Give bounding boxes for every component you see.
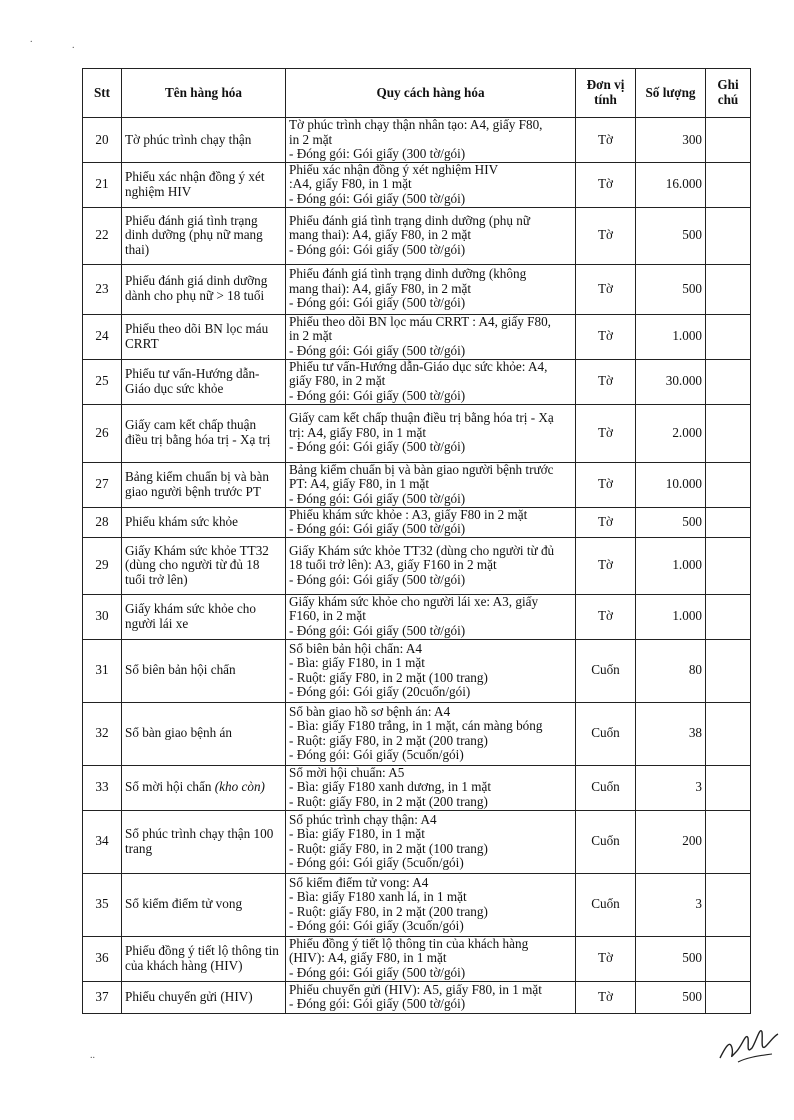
row-unit: Tờ <box>576 207 636 264</box>
row-name <box>122 765 286 810</box>
table-row <box>83 507 751 537</box>
row-stt: 31 <box>83 639 122 702</box>
row-spec <box>286 314 576 359</box>
row-stt: 36 <box>83 936 122 981</box>
row-unit: Tờ <box>576 162 636 207</box>
row-spec <box>286 594 576 639</box>
table-row <box>83 873 751 936</box>
spec-line: - Đóng gói: Gói giấy (300 tờ/gói) <box>289 146 466 162</box>
row-stt: 30 <box>83 594 122 639</box>
row-spec <box>286 359 576 404</box>
spec-line: giấy F80, in 2 mặt <box>289 373 386 389</box>
scan-speck: . <box>72 40 75 51</box>
spec-line: - Bìa: giấy F180, in 1 mặt <box>289 826 425 842</box>
row-name <box>122 810 286 873</box>
row-qty: 500 <box>636 981 706 1013</box>
row-note <box>706 314 751 359</box>
row-name <box>122 873 286 936</box>
row-spec <box>286 537 576 594</box>
table-row <box>83 639 751 702</box>
row-name <box>122 359 286 404</box>
spec-line: - Đóng gói: Gói giấy (500 tờ/gói) <box>289 439 466 455</box>
spec-line: PT: A4, giấy F80, in 1 mặt <box>289 476 430 492</box>
row-stt: 37 <box>83 981 122 1013</box>
item-name-text: Sổ biên bản hội chẩn <box>125 662 236 678</box>
row-qty: 3 <box>636 765 706 810</box>
spec-line: - Đóng gói: Gói giấy (500 tờ/gói) <box>289 623 466 639</box>
row-stt: 29 <box>83 537 122 594</box>
item-name-text: Giấy cam kết chấp thuận điều trị bằng hóa trị - Xạ trị <box>125 417 271 448</box>
row-unit: Tờ <box>576 404 636 462</box>
row-qty: 500 <box>636 207 706 264</box>
table-row <box>83 936 751 981</box>
row-note <box>706 537 751 594</box>
row-unit: Tờ <box>576 118 636 163</box>
spec-line: Sổ phúc trình chạy thận: A4 <box>289 811 437 827</box>
spec-line: - Đóng gói: Gói giấy (500 tờ/gói) <box>289 190 466 206</box>
row-note <box>706 162 751 207</box>
spec-line: - Bìa: giấy F180, in 1 mặt <box>289 655 425 671</box>
row-note <box>706 810 751 873</box>
spec-line: Tờ phúc trình chạy thận nhân tạo: A4, giấy F80, <box>289 117 543 132</box>
spec-line: - Bìa: giấy F180 xanh lá, in 1 mặt <box>289 889 467 905</box>
row-spec <box>286 936 576 981</box>
item-name-text: Phiếu khám sức khỏe <box>125 513 238 529</box>
spec-line: Giấy cam kết chấp thuận điều trị bằng hóa trị - Xạ <box>289 410 554 426</box>
table-row <box>83 462 751 507</box>
row-note <box>706 207 751 264</box>
table-row <box>83 404 751 462</box>
item-name-text: Phiếu tư vấn-Hướng dẫn-Giáo dục sức khỏe <box>125 365 260 396</box>
row-spec <box>286 639 576 702</box>
spec-line: in 2 mặt <box>289 131 333 147</box>
item-name-text: Sổ phúc trình chạy thận 100 trang <box>125 826 274 856</box>
row-qty: 38 <box>636 702 706 765</box>
row-qty: 10.000 <box>636 462 706 507</box>
spec-line: Sổ biên bản hội chẩn: A4 <box>289 640 422 656</box>
row-stt: 25 <box>83 359 122 404</box>
spec-line: - Ruột: giấy F80, in 2 mặt (200 trang) <box>289 903 488 919</box>
row-name <box>122 981 286 1013</box>
row-unit: Tờ <box>576 359 636 404</box>
header-name: Tên hàng hóa <box>122 69 286 118</box>
row-name <box>122 462 286 507</box>
table-row <box>83 264 751 314</box>
header-spec: Quy cách hàng hóa <box>286 69 576 118</box>
spec-line: - Ruột: giấy F80, in 2 mặt (100 trang) <box>289 840 488 856</box>
row-qty: 16.000 <box>636 162 706 207</box>
row-name <box>122 162 286 207</box>
row-note <box>706 702 751 765</box>
spec-line: F160, in 2 mặt <box>289 608 366 624</box>
row-spec <box>286 765 576 810</box>
item-name-text: Sổ kiểm điểm tử vong <box>125 896 243 912</box>
spec-line: Phiếu tư vấn-Hướng dẫn-Giáo dục sức khỏe: A4, <box>289 359 548 374</box>
row-stt: 35 <box>83 873 122 936</box>
header-note: Ghi chú <box>706 69 751 118</box>
row-name <box>122 207 286 264</box>
row-name <box>122 264 286 314</box>
spec-line: mang thai): A4, giấy F80, in 2 mặt <box>289 280 472 296</box>
spec-line: Phiếu đồng ý tiết lộ thông tin của khách hàng <box>289 936 529 951</box>
table-row <box>83 162 751 207</box>
row-unit: Tờ <box>576 537 636 594</box>
spec-line: - Đóng gói: Gói giấy (500 tờ/gói) <box>289 965 466 981</box>
row-stt: 21 <box>83 162 122 207</box>
row-qty: 1.000 <box>636 594 706 639</box>
spec-line: - Bìa: giấy F180 trắng, in 1 mặt, cán màng bóng <box>289 718 543 734</box>
row-name <box>122 639 286 702</box>
row-spec <box>286 118 576 163</box>
spec-line: 18 tuổi trở lên): A3, giấy F160 in 2 mặt <box>289 557 497 573</box>
item-name-text: Phiếu đồng ý tiết lộ thông tin của khách hàng (HIV) <box>125 943 279 973</box>
row-qty: 1.000 <box>636 314 706 359</box>
item-name-text: Sổ bàn giao bệnh án <box>125 725 232 741</box>
row-note <box>706 507 751 537</box>
row-unit: Cuốn <box>576 639 636 702</box>
row-note <box>706 936 751 981</box>
row-unit: Tờ <box>576 507 636 537</box>
row-unit: Tờ <box>576 936 636 981</box>
spec-line: Sổ mời hội chuẩn: A5 <box>289 765 405 780</box>
spec-line: - Đóng gói: Gói giấy (5cuốn/gói) <box>289 747 464 763</box>
row-stt: 32 <box>83 702 122 765</box>
header-qty: Số lượng <box>636 69 706 118</box>
row-stt: 20 <box>83 118 122 163</box>
row-name <box>122 404 286 462</box>
spec-line: Giấy khám sức khỏe cho người lái xe: A3, giấy <box>289 594 539 609</box>
item-name-text: Tờ phúc trình chạy thận <box>125 131 252 147</box>
spec-line: - Đóng gói: Gói giấy (3cuốn/gói) <box>289 918 464 934</box>
item-name-text: Phiếu theo dõi BN lọc máu CRRT <box>125 320 269 351</box>
item-name-text: Phiếu chuyển gửi (HIV) <box>125 988 253 1004</box>
row-spec <box>286 507 576 537</box>
row-spec <box>286 162 576 207</box>
table-row <box>83 537 751 594</box>
goods-table <box>82 68 751 1014</box>
row-note <box>706 359 751 404</box>
spec-line: in 2 mặt <box>289 328 333 344</box>
spec-line: Phiếu đánh giá tình trạng dinh dưỡng (không <box>289 266 527 282</box>
table-row <box>83 765 751 810</box>
table-row <box>83 118 751 163</box>
row-note <box>706 462 751 507</box>
table-row <box>83 359 751 404</box>
table-row <box>83 594 751 639</box>
row-qty: 30.000 <box>636 359 706 404</box>
spec-line: - Đóng gói: Gói giấy (500 tờ/gói) <box>289 342 466 358</box>
row-qty: 3 <box>636 873 706 936</box>
row-note <box>706 264 751 314</box>
row-note <box>706 765 751 810</box>
row-qty: 80 <box>636 639 706 702</box>
row-unit: Tờ <box>576 264 636 314</box>
item-name-text: Phiếu xác nhận đồng ý xét nghiệm HIV <box>125 169 265 199</box>
row-name <box>122 118 286 163</box>
signature-icon <box>716 1018 780 1066</box>
spec-line: - Ruột: giấy F80, in 2 mặt (100 trang) <box>289 669 488 685</box>
spec-line: - Đóng gói: Gói giấy (5cuốn/gói) <box>289 855 464 871</box>
spec-line: Giấy Khám sức khỏe TT32 (dùng cho người từ đủ <box>289 542 555 558</box>
row-spec <box>286 873 576 936</box>
row-stt: 26 <box>83 404 122 462</box>
spec-line: - Đóng gói: Gói giấy (500 tờ/gói) <box>289 295 466 311</box>
item-remark: (kho còn) <box>214 779 265 795</box>
row-name <box>122 936 286 981</box>
header-unit: Đơn vị tính <box>576 69 636 118</box>
row-qty: 200 <box>636 810 706 873</box>
spec-line: :A4, giấy F80, in 1 mặt <box>289 176 412 192</box>
row-spec <box>286 981 576 1013</box>
row-spec <box>286 810 576 873</box>
row-qty: 300 <box>636 118 706 163</box>
row-unit: Tờ <box>576 981 636 1013</box>
row-unit: Tờ <box>576 314 636 359</box>
row-spec <box>286 264 576 314</box>
row-spec <box>286 207 576 264</box>
item-name-text: Phiếu đánh giá dinh dưỡng dành cho phụ nữ > 18 tuổi <box>125 273 268 304</box>
spec-line: Phiếu đánh giá tình trạng dinh dưỡng (phụ nữ <box>289 212 531 228</box>
spec-line: Sổ bàn giao hồ sơ bệnh án: A4 <box>289 703 451 719</box>
spec-line: Phiếu chuyển gửi (HIV): A5, giấy F80, in 1 mặt <box>289 981 542 997</box>
row-stt: 23 <box>83 264 122 314</box>
spec-line: (HIV): A4, giấy F80, in 1 mặt <box>289 950 447 966</box>
item-name-text: Bảng kiểm chuẩn bị và bàn giao người bệnh trước PT <box>125 468 269 499</box>
table-row <box>83 314 751 359</box>
row-unit: Cuốn <box>576 810 636 873</box>
table-row <box>83 981 751 1013</box>
table-row <box>83 810 751 873</box>
item-name-text: Giấy Khám sức khỏe TT32 (dùng cho người từ đủ 18 tuổi trở lên) <box>125 542 269 588</box>
spec-line: Sổ kiểm điểm tử vong: A4 <box>289 874 429 890</box>
item-name-text: Giấy khám sức khỏe cho người lái xe <box>125 601 256 631</box>
spec-line: Phiếu khám sức khỏe : A3, giấy F80 in 2 mặt <box>289 507 528 522</box>
table-row <box>83 207 751 264</box>
row-qty: 500 <box>636 507 706 537</box>
row-qty: 2.000 <box>636 404 706 462</box>
row-stt: 22 <box>83 207 122 264</box>
spec-line: - Ruột: giấy F80, in 2 mặt (200 trang) <box>289 794 488 810</box>
row-note <box>706 118 751 163</box>
row-stt: 28 <box>83 507 122 537</box>
spec-line: - Đóng gói: Gói giấy (20cuốn/gói) <box>289 684 471 700</box>
table-body <box>83 118 751 1014</box>
row-qty: 1.000 <box>636 537 706 594</box>
row-qty: 500 <box>636 936 706 981</box>
row-name <box>122 594 286 639</box>
row-unit: Cuốn <box>576 765 636 810</box>
spec-line: Phiếu theo dõi BN lọc máu CRRT : A4, giấy F80, <box>289 314 551 329</box>
spec-line: Bảng kiểm chuẩn bị và bàn giao người bệnh trước <box>289 462 554 477</box>
scan-speck: .. <box>90 1050 95 1061</box>
header-stt: Stt <box>83 69 122 118</box>
spec-line: mang thai): A4, giấy F80, in 2 mặt <box>289 227 472 243</box>
scan-speck: . <box>30 34 33 45</box>
row-name <box>122 507 286 537</box>
row-name <box>122 702 286 765</box>
spec-line: - Ruột: giấy F80, in 2 mặt (200 trang) <box>289 732 488 748</box>
row-unit: Cuốn <box>576 873 636 936</box>
row-name <box>122 314 286 359</box>
spec-line: - Đóng gói: Gói giấy (500 tờ/gói) <box>289 387 466 403</box>
row-note <box>706 594 751 639</box>
item-name-text: Phiếu đánh giá tình trạng dinh dưỡng (phụ nữ mang thai) <box>125 212 263 257</box>
row-qty: 500 <box>636 264 706 314</box>
row-spec <box>286 462 576 507</box>
spec-line: - Đóng gói: Gói giấy (500 tờ/gói) <box>289 996 466 1012</box>
row-note <box>706 639 751 702</box>
row-note <box>706 981 751 1013</box>
table-header-row <box>83 69 751 118</box>
row-unit: Tờ <box>576 594 636 639</box>
spec-line: - Đóng gói: Gói giấy (500 tờ/gói) <box>289 490 466 506</box>
row-stt: 33 <box>83 765 122 810</box>
row-note <box>706 404 751 462</box>
spec-line: - Đóng gói: Gói giấy (500 tờ/gói) <box>289 521 466 537</box>
spec-line: trị: A4, giấy F80, in 1 mặt <box>289 424 426 440</box>
row-spec <box>286 404 576 462</box>
row-stt: 24 <box>83 314 122 359</box>
item-name-text: Sổ mời hội chẩn <box>125 779 215 795</box>
row-spec <box>286 702 576 765</box>
row-unit: Cuốn <box>576 702 636 765</box>
row-unit: Tờ <box>576 462 636 507</box>
row-stt: 34 <box>83 810 122 873</box>
table-row <box>83 702 751 765</box>
spec-line: Phiếu xác nhận đồng ý xét nghiệm HIV <box>289 162 499 177</box>
spec-line: - Bìa: giấy F180 xanh dương, in 1 mặt <box>289 779 492 795</box>
row-name <box>122 537 286 594</box>
spec-line: - Đóng gói: Gói giấy (500 tờ/gói) <box>289 241 466 257</box>
row-note <box>706 873 751 936</box>
spec-line: - Đóng gói: Gói giấy (500 tờ/gói) <box>289 572 466 588</box>
row-stt: 27 <box>83 462 122 507</box>
